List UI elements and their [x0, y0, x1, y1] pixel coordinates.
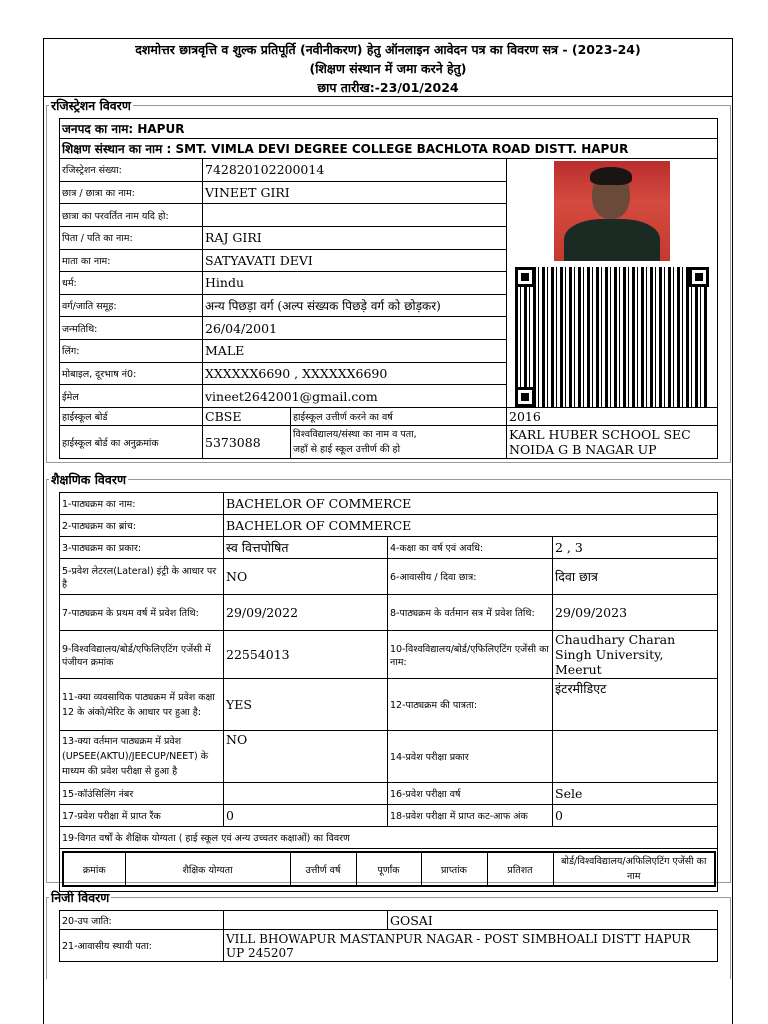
course-branch: BACHELOR OF COMMERCE: [224, 515, 718, 537]
label-line: विश्वविद्यालय/संस्था का नाम व पता,: [293, 429, 417, 440]
mother-name: SATYAVATI DEVI: [203, 249, 507, 272]
registration-number: 742820102200014: [203, 159, 507, 182]
first-admission-date: 29/09/2022: [224, 595, 388, 631]
course-name: BACHELOR OF COMMERCE: [224, 493, 718, 515]
field-label: 9-विश्वविद्यालय/बोर्ड/एफिलिएटिंग एजेंसी में पंजीयन क्रमांक: [60, 631, 224, 679]
value-line: VILL BHOWAPUR MASTANPUR NAGAR - POST SIMBHOALI DISTT HAPUR: [226, 931, 691, 946]
field-label: हाईस्कूल बोर्ड: [60, 408, 203, 426]
course-eligibility: इंटरमीडिएट: [553, 679, 718, 731]
field-label: रजिस्ट्रेशन संख्या:: [60, 159, 203, 182]
enrollment-number: 22554013: [224, 631, 388, 679]
personal-table: [59, 910, 718, 962]
form-subtitle: (शिक्षण संस्थान में जमा करने हेतु): [309, 61, 467, 76]
field-label: 15-कॉउंसिलिंग नंबर: [60, 783, 224, 805]
field-label: हाईस्कूल उत्तीर्ण करने का वर्ष: [291, 408, 507, 426]
field-label: लिंग:: [60, 340, 203, 363]
value-line: Meerut: [555, 662, 602, 677]
value-line: KARL HUBER SCHOOL SEC: [509, 427, 691, 442]
value-line: Singh University,: [555, 647, 664, 662]
father-name: RAJ GIRI: [203, 226, 507, 249]
counselling-number: [224, 783, 388, 805]
previous-education-table: [62, 851, 716, 887]
field-label: वर्ग/जाति समूह:: [60, 294, 203, 317]
field-label: छात्र / छात्रा का नाम:: [60, 181, 203, 204]
col-header: प्राप्तांक: [421, 852, 487, 886]
field-label: 18-प्रवेश परीक्षा में प्राप्त कट-आफ अंक: [388, 805, 553, 827]
field-label: 2-पाठ्यक्रम का ब्रांच:: [60, 515, 224, 537]
col-header: प्रतिशत: [487, 852, 553, 886]
merit-admission: YES: [224, 679, 388, 731]
caste-category: अन्य पिछड़ा वर्ग (अल्प संख्यक पिछड़े वर्ग को छोड़कर): [203, 294, 507, 317]
previous-education-cell: [60, 849, 718, 892]
registration-table: [59, 118, 718, 459]
permanent-address: [224, 930, 718, 962]
course-type: स्व वित्तपोषित: [224, 537, 388, 559]
field-label: 14-प्रवेश परीक्षा प्रकार: [388, 731, 553, 783]
lateral-entry: NO: [224, 559, 388, 595]
hostel-status: दिवा छात्र: [553, 559, 718, 595]
hs-school-name: [507, 426, 718, 459]
col-header: पूर्णांक: [356, 852, 421, 886]
field-label: 10-विश्वविद्यालय/बोर्ड/एफिलिएटिंग एजेंसी का नाम:: [388, 631, 553, 679]
gender: MALE: [203, 340, 507, 363]
field-label: 8-पाठ्यक्रम के वर्तमान सत्र में प्रवेश तिथि:: [388, 595, 553, 631]
application-form: [43, 38, 733, 1024]
field-label: धर्म:: [60, 272, 203, 295]
hs-board: CBSE: [203, 408, 291, 426]
value-line: NOIDA G B NAGAR UP: [509, 442, 657, 457]
current-admission-date: 29/09/2023: [553, 595, 718, 631]
form-title: दशमोत्तर छात्रवृत्ति व शुल्क प्रतिपूर्ति (नवीनीकरण) हेतु ऑनलाइन आवेदन पत्र का विवरण सत्र - (2023-24): [135, 42, 641, 57]
label-line: जहाँ से हाई स्कूल उत्तीर्ण की हो: [293, 444, 401, 455]
field-label: 21-आवासीय स्थायी पता:: [60, 930, 224, 962]
student-photo: [554, 161, 670, 261]
field-label: 12-पाठ्यक्रम की पात्रता:: [388, 679, 553, 731]
mobile-number: XXXXXX6690 , XXXXXX6690: [203, 362, 507, 385]
field-label: 17-प्रवेश परीक्षा में प्राप्त रैंक: [60, 805, 224, 827]
field-label: 11-क्या व्यवसायिक पाठ्यक्रम में प्रवेश कक्षा 12 के अंको/मेरिट के आधार पर हुआ है:: [60, 679, 224, 731]
changed-name: [203, 204, 507, 227]
field-label: 7-पाठ्यक्रम के प्रथम वर्ष में प्रवेश तिथि:: [60, 595, 224, 631]
academic-legend: शैक्षणिक विवरण: [51, 472, 126, 487]
religion: Hindu: [203, 272, 507, 295]
date-of-birth: 26/04/2001: [203, 317, 507, 340]
hs-pass-year: 2016: [507, 408, 718, 426]
field-label: 5-प्रवेश लेटरल(Lateral) इंट्री के आधार पर है: [60, 559, 224, 595]
field-label: हाईस्कूल बोर्ड का अनुक्रमांक: [60, 426, 203, 459]
exam-type: [553, 731, 718, 783]
col-header: क्रमांक: [63, 852, 125, 886]
field-label: [291, 426, 507, 459]
print-date: छाप तारीख:-23/01/2024: [317, 80, 459, 95]
student-name: VINEET GIRI: [203, 181, 507, 204]
photo-qr-cell: [507, 159, 718, 408]
value-line: Chaudhary Charan: [555, 632, 676, 647]
previous-education-label: 19-विगत वर्षों के शैक्षिक योग्यता ( हाई स्कूल एवं अन्य उच्चतर कक्षाओं) का विवरण: [60, 827, 718, 849]
value-line: UP 245207: [226, 945, 294, 960]
empty-cell: [224, 911, 388, 930]
field-label: 3-पाठ्यक्रम का प्रकार:: [60, 537, 224, 559]
field-label: 16-प्रवेश परीक्षा वर्ष: [388, 783, 553, 805]
exam-rank: 0: [224, 805, 388, 827]
sub-caste: GOSAI: [388, 911, 718, 930]
hs-roll-number: 5373088: [203, 426, 291, 459]
academic-table: [59, 492, 718, 892]
exam-year: Sele: [553, 783, 718, 805]
personal-legend: निजी विवरण: [51, 890, 110, 905]
registration-section: [46, 97, 731, 463]
email: vineet2642001@gmail.com: [203, 385, 507, 408]
col-header: बोर्ड/विश्वविद्यालय/अफिलिएटिंग एजेंसी का नाम: [553, 852, 715, 886]
university-name: [553, 631, 718, 679]
class-year: 2 , 3: [553, 537, 718, 559]
field-label: 1-पाठ्यक्रम का नाम:: [60, 493, 224, 515]
district-name: जनपद का नाम: HAPUR: [60, 119, 718, 139]
registration-legend: रजिस्ट्रेशन विवरण: [51, 98, 131, 113]
form-header: [44, 39, 732, 97]
field-label: माता का नाम:: [60, 249, 203, 272]
field-label: 13-क्या वर्तमान पाठ्यक्रम में प्रवेश (UPSEE(AKTU)/JEECUP/NEET) के माध्यम की प्रवेश परीक्षा से हुआ है: [60, 731, 224, 783]
col-header: उत्तीर्ण वर्ष: [290, 852, 356, 886]
field-label: 4-कक्षा का वर्ष एवं अवधि:: [388, 537, 553, 559]
col-header: शैक्षिक योग्यता: [125, 852, 290, 886]
academic-section: [46, 471, 731, 883]
exam-cutoff: 0: [553, 805, 718, 827]
field-label: जन्मतिथि:: [60, 317, 203, 340]
field-label: ईमेल: [60, 385, 203, 408]
qr-code: [515, 267, 709, 407]
field-label: छात्रा का परवर्तित नाम यदि हो:: [60, 204, 203, 227]
personal-section: [46, 889, 731, 979]
field-label: 6-आवासीय / दिवा छात्र:: [388, 559, 553, 595]
field-label: पिता / पति का नाम:: [60, 226, 203, 249]
institute-name: शिक्षण संस्थान का नाम : SMT. VIMLA DEVI DEGREE COLLEGE BACHLOTA ROAD DISTT. HAPUR: [60, 139, 718, 159]
entrance-admission: NO: [224, 731, 388, 783]
field-label: 20-उप जाति:: [60, 911, 224, 930]
field-label: मोबाइल, दूरभाष नं0:: [60, 362, 203, 385]
